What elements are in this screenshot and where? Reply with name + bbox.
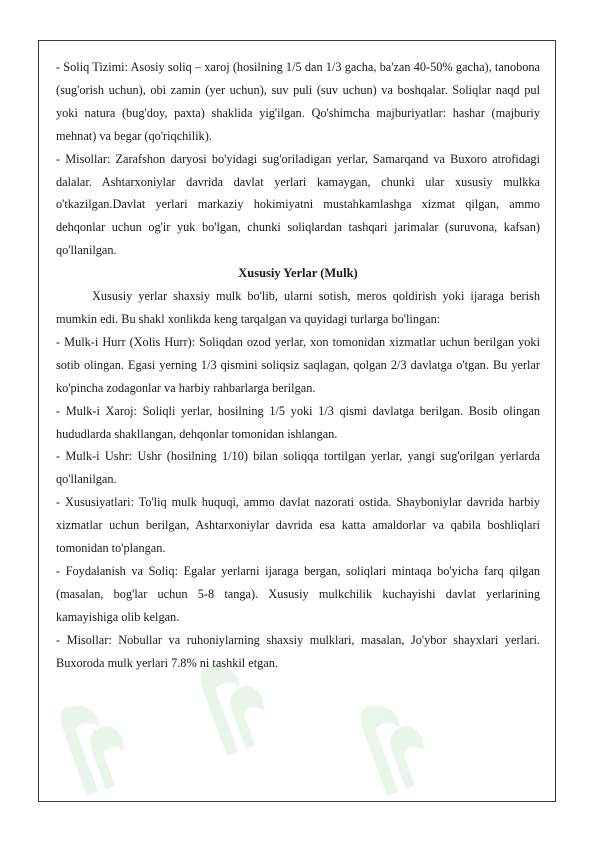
paragraph-xususiyatlari: - Xususiyatlari: To'liq mulk huquqi, ammo davlat nazorati ostida. Shayboniylar davrida harbiy xizmatlar uchun berilgan, Ashtarxoniylar davrida esa katta amaldorlar va qabila boshliqlari tomonidan to'plangan.	[56, 495, 540, 556]
section-heading: Xususiy Yerlar (Mulk)	[238, 266, 358, 281]
document-body	[56, 56, 540, 674]
paragraph-misollar-2: - Misollar: Nobullar va ruhoniylarning shaxsiy mulklari, masalan, Jo'ybor shayxlari yerlari. Buxoroda mulk yerlari 7.8% ni tashkil etgan.	[56, 632, 540, 670]
paragraph-mulk-i-hurr: - Mulk-i Hurr (Xolis Hurr): Soliqdan ozod yerlar, xon tomonidan xizmatlar uchun berilgan yoki sotib olingan. Egasi yerning 1/3 qismini soliqsiz saqlagan, qolgan 2/3 davlatga o'tgan. Bu yerlar ko'pincha zodagonlar va harbiy rahbarlarga berilgan.	[56, 334, 540, 395]
paragraph-intro: Xususiy yerlar shaxsiy mulk bo'lib, ularni sotish, meros qoldirish yoki ijaraga berish mumkin edi. Bu shakl xonlikda keng tarqalgan va quyidagi turlarga bo'lingan:	[56, 289, 540, 326]
paragraph-foydalanish: - Foydalanish va Soliq: Egalar yerlarni ijaraga bergan, soliqlari mintaqa bo'yicha farq qilgan (masalan, bog'lar uchun 5-8 tanga). Xususiy mulkchilik kuchayishi davlat yerlarining kamayishiga olib kelgan.	[56, 563, 540, 624]
paragraph-misollar-1: - Misollar: Zarafshon daryosi bo'yidagi sug'oriladigan yerlar, Samarqand va Buxoro atrofidagi dalalar. Ashtarxoniylar davrida davlat yerlari kamaygan, chunki ular xususiy mulkka o'tkazilgan.Davlat yerlari markaziy hokimiyatni mustahkamlashga xizmat qilgan, ammo dehqonlar uchun og'ir yuk bo'lgan, chunki soliqlardan tashqari jarimalar (suruvona, kafsan) qo'llanilgan.	[56, 151, 540, 258]
paragraph-mulk-i-xaroj: - Mulk-i Xaroj: Soliqli yerlar, hosilning 1/5 yoki 1/3 qismi davlatga berilgan. Bosib olingan hududlarda shakllangan, dehqonlar tomonidan ishlangan.	[56, 403, 540, 441]
paragraph-soliq-tizimi: - Soliq Tizimi: Asosiy soliq – xaroj (hosilning 1/5 dan 1/3 gacha, ba'zan 40-50% gacha), tanobona (sug'orish uchun), obi zamin (yer uchun), suv puli (suv uchun) va boshqalar. Soliqlar naqd pul yoki natura (bug'doy, paxta) shaklida yig'ilgan. Qo'shimcha majburiyatlar: hashar (majburiy mehnat) va begar (qo'riqchilik).	[56, 60, 540, 143]
paragraph-mulk-i-ushr: - Mulk-i Ushr: Ushr (hosilning 1/10) bilan soliqqa tortilgan yerlar, yangi sug'orilgan yerlarda qo'llanilgan.	[56, 449, 540, 487]
